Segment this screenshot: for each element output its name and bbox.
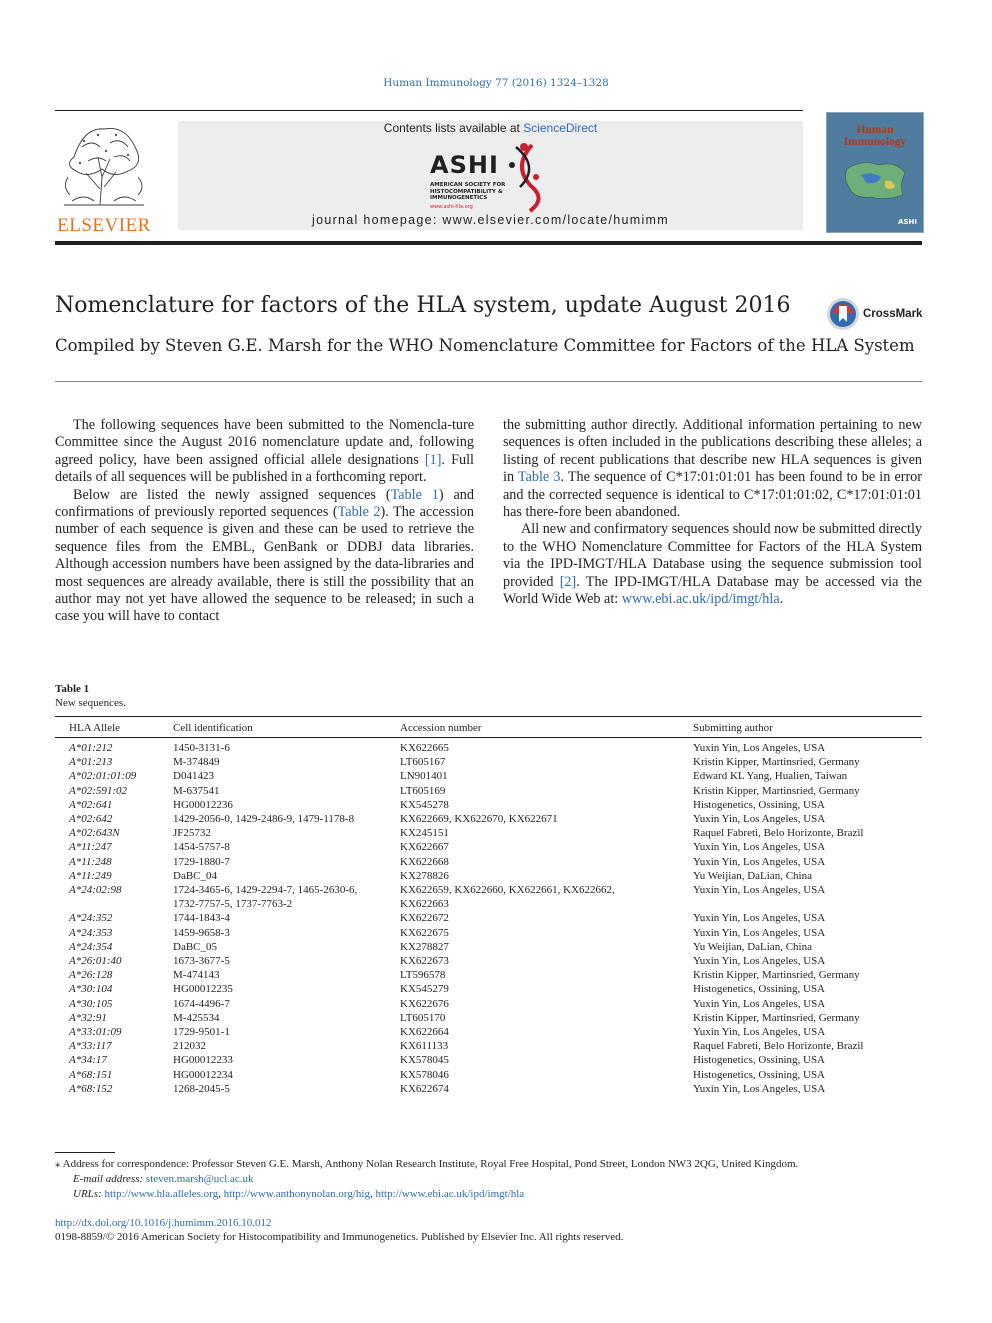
- cover-ashi-mark: ASHI: [898, 218, 917, 226]
- author-cell: Yuxin Yin, Los Angeles, USA: [693, 742, 826, 754]
- table-row: [55, 812, 922, 826]
- cover-title: [827, 124, 923, 148]
- cover-map-image: [841, 155, 911, 205]
- elsevier-logo: [54, 117, 154, 235]
- table-row: [55, 982, 922, 996]
- url-link[interactable]: http://www.hla.alleles.org: [104, 1188, 219, 1200]
- text-run: the submitting author directly. Additional information pertaining to new sequences is often included in the publications describing these alleles; a listing of recent publications that describe new HLA sequences is given in: [503, 417, 922, 486]
- table-row: [55, 755, 922, 769]
- table-header-row: [55, 719, 922, 737]
- accession-cell: KX622673: [400, 955, 449, 968]
- hla-allele-cell: A*26:01:40: [69, 955, 122, 968]
- hla-allele-cell: A*02:642: [69, 813, 113, 826]
- cell-id-cell: 1268-2045-5: [173, 1082, 230, 1095]
- hla-allele-cell: A*02:641: [69, 798, 113, 811]
- hla-allele-cell: A*01:213: [69, 756, 113, 769]
- sciencedirect-link[interactable]: ScienceDirect: [523, 121, 598, 135]
- accession-cell: KX622672: [400, 912, 449, 925]
- table-body: [55, 741, 922, 1096]
- table-caption: New sequences.: [55, 697, 126, 709]
- accession-cell: KX611133: [400, 1040, 449, 1053]
- email-label: E-mail address:: [73, 1173, 146, 1185]
- cell-id-cell: 1674-4496-7: [173, 997, 230, 1010]
- table-row: [55, 855, 922, 869]
- accession-cell: KX622659, KX622660, KX622661, KX622662,: [400, 884, 615, 897]
- author-cell: Histogenetics, Ossining, USA: [693, 798, 825, 811]
- url-link[interactable]: http://www.anthonynolan.org/hig: [223, 1188, 370, 1200]
- accession-cell: KX622675: [400, 926, 449, 939]
- header-rule-thick: [55, 241, 922, 245]
- accession-cell: KX622663: [400, 898, 449, 911]
- author-cell: Yuxin Yin, Los Angeles, USA: [693, 1082, 826, 1095]
- table-2-link[interactable]: Table 2: [337, 504, 381, 521]
- text-run: Below are listed the newly assigned sequences (: [73, 486, 391, 503]
- column-header: Cell identification: [173, 722, 253, 734]
- text-run: The following sequences have been submitted to the Nomencla-ture Committee since the August 2016 nomenclature update and, following agreed policy, have been assigned official allele designations: [55, 417, 474, 468]
- table-row: [55, 1011, 922, 1025]
- hla-allele-cell: A*33:01:09: [69, 1026, 122, 1039]
- table-row: [55, 741, 922, 755]
- author-cell: Kristin Kipper, Martinsried, Germany: [693, 969, 860, 982]
- author-cell: Yuxin Yin, Los Angeles, USA: [693, 1026, 826, 1039]
- cell-id-cell: 1673-3677-5: [173, 955, 230, 968]
- cell-id-cell: HG00012234: [173, 1068, 233, 1081]
- table-row: [55, 1025, 922, 1039]
- hla-allele-cell: A*11:248: [69, 855, 112, 868]
- accession-cell: LT596578: [400, 969, 446, 982]
- ashi-society-name: AMERICAN SOCIETY FOR HISTOCOMPATIBILITY & IMMUNOGENETICS: [430, 182, 506, 201]
- cell-id-cell: D041423: [173, 770, 214, 783]
- email-link[interactable]: steven.marsh@ucl.ac.uk: [145, 1173, 254, 1185]
- author-cell: Yu Weijian, DaLian, China: [693, 940, 812, 953]
- paragraph: [55, 487, 474, 626]
- author-cell: Yuxin Yin, Los Angeles, USA: [693, 841, 826, 854]
- cover-title-line-2: Immunology: [843, 136, 907, 148]
- text-run: . The sequence of C*17:01:01:01 has been found to be in error and the corrected sequence is identical to C*17:01:01:02, C*17:01:01:01 has there-fore been abandoned.: [503, 469, 923, 521]
- table-row: [55, 840, 922, 854]
- sequences-table: [55, 719, 922, 1096]
- author-cell: [679, 897, 922, 911]
- cell-id-cell: 1429-2056-0, 1429-2486-9, 1479-1178-8: [173, 813, 355, 826]
- column-header: Accession number: [400, 722, 482, 734]
- ashi-url: www.ashi-hla.org: [430, 204, 473, 210]
- author-cell: Yuxin Yin, Los Angeles, USA: [693, 912, 826, 925]
- text-run: .: [779, 591, 784, 608]
- email-footnote: [73, 1172, 940, 1187]
- imgt-hla-link[interactable]: www.ebi.ac.uk/ipd/imgt/hla: [621, 591, 780, 608]
- body-column-left: [55, 417, 474, 626]
- table-row: [55, 826, 922, 840]
- hla-allele-cell: A*11:247: [69, 841, 112, 854]
- text-run: ) and confirmations of previously reported sequences (: [55, 486, 474, 521]
- accession-cell: KX622676: [400, 997, 449, 1010]
- accession-cell: KX545279: [400, 983, 449, 996]
- cell-id-cell: HG00012236: [173, 798, 233, 811]
- accession-cell: KX278826: [400, 869, 449, 882]
- journal-homepage[interactable]: journal homepage: www.elsevier.com/locate/humimm: [312, 213, 669, 227]
- hla-allele-cell: A*24:352: [69, 912, 113, 925]
- accession-cell: KX622674: [400, 1082, 449, 1095]
- author-cell: Kristin Kipper, Martinsried, Germany: [693, 1011, 860, 1024]
- column-header: Submitting author: [693, 722, 773, 734]
- table-row: [55, 1082, 922, 1096]
- reference-link[interactable]: [1]: [424, 451, 442, 468]
- table-row: [55, 784, 922, 798]
- table-label: Table 1: [55, 683, 90, 695]
- hla-allele-cell: A*24:02:98: [69, 884, 122, 897]
- ashi-logo: [420, 137, 570, 213]
- ashi-wordmark: ASHI: [430, 151, 499, 179]
- cell-id-cell: 1450-3131-6: [173, 742, 230, 754]
- table-row: [55, 1039, 922, 1053]
- cell-id-cell: M-425534: [173, 1011, 220, 1024]
- accession-cell: KX578046: [400, 1068, 449, 1081]
- header-divider: [55, 110, 803, 111]
- hla-allele-cell: A*68:151: [69, 1068, 113, 1081]
- accession-cell: KX545278: [400, 798, 449, 811]
- accession-cell: LT605170: [400, 1011, 446, 1024]
- table-row: [55, 968, 922, 982]
- crossmark-label: CrossMark: [863, 308, 923, 320]
- table-3-link[interactable]: Table 3: [517, 469, 561, 486]
- table-row: [55, 897, 922, 911]
- text-run: . The IPD-IMGT/HLA Database may be accessed via the World Wide Web at:: [503, 573, 922, 608]
- table-row: [55, 1053, 922, 1067]
- hla-allele-cell: A*30:104: [69, 983, 113, 996]
- accession-cell: LT605167: [400, 756, 446, 769]
- correspondence-footnote: ⁎ Address for correspondence: Professor Steven G.E. Marsh, Anthony Nolan Research Institute, Royal Free Hospital, Pond Street, London NW3 2QG, United Kingdom.: [55, 1158, 799, 1170]
- paragraph: [503, 521, 922, 608]
- table-row: [55, 940, 922, 954]
- cell-id-cell: 1454-5757-8: [173, 841, 230, 854]
- cover-title-line-1: Human: [856, 124, 894, 136]
- accession-cell: KX245151: [400, 827, 449, 840]
- journal-cover: [826, 112, 924, 233]
- cell-id-cell: M-474143: [173, 969, 220, 982]
- article-title: Nomenclature for factors of the HLA system, update August 2016: [55, 293, 791, 318]
- contents-prefix: Contents lists available at: [383, 121, 524, 135]
- table-row: [55, 926, 922, 940]
- table-1-link[interactable]: Table 1: [390, 486, 439, 503]
- elsevier-tree-icon: [54, 117, 154, 209]
- table-row: [55, 997, 922, 1011]
- table-header-rule: [55, 737, 922, 738]
- text-run: . Full details of all sequences will be published in a forthcoming report.: [55, 451, 474, 486]
- copyright-line: 0198-8859/© 2016 American Society for Histocompatibility and Immunogenetics. Published by Elsevier Inc. All rights reserved.: [55, 1231, 624, 1243]
- accession-cell: KX622668: [400, 855, 449, 868]
- accession-cell: LT605169: [400, 784, 446, 797]
- contents-line: [178, 121, 803, 135]
- hla-allele-cell: A*34:17: [69, 1054, 107, 1067]
- table-row: [55, 883, 922, 897]
- paragraph: [503, 417, 922, 521]
- cell-id-cell: 1732-7757-5, 1737-7763-2: [173, 898, 293, 911]
- body-column-right: [503, 417, 922, 608]
- footnote-rule: [55, 1152, 115, 1153]
- title-divider: [55, 381, 922, 382]
- hla-allele-cell: A*30:105: [69, 997, 113, 1010]
- urls-footnote: [73, 1187, 940, 1202]
- urls-label: URLs:: [73, 1188, 105, 1200]
- text-run: All new and confirmatory sequences should now be submitted directly to the WHO Nomenclature Committee for Factors of the HLA System via the IPD-IMGT/HLA Database using the sequence submission tool provided: [503, 521, 922, 590]
- author-cell: Yuxin Yin, Los Angeles, USA: [693, 926, 826, 939]
- cell-id-cell: 1744-1843-4: [173, 912, 230, 925]
- cell-id-cell: 212032: [173, 1040, 206, 1053]
- cell-id-cell: JF25732: [173, 827, 211, 840]
- hla-allele-cell: A*24:354: [69, 940, 113, 953]
- cell-id-cell: 1729-1880-7: [173, 855, 230, 868]
- hla-allele-cell: A*26:128: [69, 969, 113, 982]
- accession-cell: KX622667: [400, 841, 449, 854]
- table-row: [55, 869, 922, 883]
- hla-allele-cell: A*01:212: [69, 742, 113, 754]
- accession-cell: KX622664: [400, 1026, 449, 1039]
- author-cell: Histogenetics, Ossining, USA: [693, 1068, 825, 1081]
- accession-cell: KX278827: [400, 940, 449, 953]
- hla-allele-cell: A*32:91: [69, 1011, 107, 1024]
- author-cell: Yuxin Yin, Los Angeles, USA: [693, 997, 826, 1010]
- cell-id-cell: HG00012235: [173, 983, 233, 996]
- crossmark-badge[interactable]: [826, 297, 926, 333]
- cell-id-cell: HG00012233: [173, 1054, 233, 1067]
- author-cell: Kristin Kipper, Martinsried, Germany: [693, 784, 860, 797]
- author-cell: Yuxin Yin, Los Angeles, USA: [693, 884, 826, 897]
- accession-cell: KX578045: [400, 1054, 449, 1067]
- author-cell: Raquel Fabreti, Belo Horizonte, Brazil: [693, 1040, 864, 1053]
- hla-allele-cell: A*02:643N: [69, 827, 120, 840]
- table-row: [55, 798, 922, 812]
- cell-id-cell: DaBC_04: [173, 869, 217, 882]
- hla-allele-cell: A*33:117: [69, 1040, 112, 1053]
- author-cell: Yuxin Yin, Los Angeles, USA: [693, 855, 826, 868]
- cell-id-cell: 1724-3465-6, 1429-2294-7, 1465-2630-6,: [173, 884, 358, 897]
- accession-cell: LN901401: [400, 770, 448, 783]
- table-row: [55, 1068, 922, 1082]
- reference-link[interactable]: [2]: [559, 573, 577, 590]
- hla-allele-cell: A*68:152: [69, 1082, 113, 1095]
- hla-allele-cell: A*02:01:01:09: [69, 770, 137, 783]
- url-separator: ,: [218, 1188, 224, 1200]
- url-separator: ,: [370, 1188, 376, 1200]
- doi-link[interactable]: http://dx.doi.org/10.1016/j.humimm.2016.10.012: [55, 1217, 272, 1229]
- author-cell: Edward KL Yang, Hualien, Taiwan: [693, 770, 848, 783]
- cell-id-cell: 1459-9658-3: [173, 926, 230, 939]
- hla-allele-cell: A*24:353: [69, 926, 113, 939]
- crossmark-icon: [826, 297, 860, 331]
- text-run: ). The accession number of each sequence is given and these can be used to retrieve the sequence files from the EMBL, GenBank or DDBJ data libraries. Although accession numbers have been assigned by the data-libraries and most sequences are already available, there is still the possibility that an author may not yet have allowed the sequence to be released; in such a case you will have to contact: [55, 504, 474, 625]
- author-cell: Histogenetics, Ossining, USA: [693, 983, 825, 996]
- table-row: [55, 954, 922, 968]
- running-head[interactable]: Human Immunology 77 (2016) 1324–1328: [383, 77, 609, 89]
- hla-allele-cell: A*11:249: [69, 869, 112, 882]
- table-top-rule: [55, 716, 922, 717]
- article-author: Compiled by Steven G.E. Marsh for the WHO Nomenclature Committee for Factors of the HLA System: [55, 336, 915, 355]
- author-cell: Yu Weijian, DaLian, China: [693, 869, 812, 882]
- elsevier-wordmark: ELSEVIER: [57, 215, 151, 236]
- table-row: [55, 911, 922, 925]
- accession-cell: KX622669, KX622670, KX622671: [400, 813, 558, 826]
- accession-cell: KX622665: [400, 742, 449, 754]
- hla-allele-cell: A*02:591:02: [69, 784, 128, 797]
- table-row: [55, 769, 922, 783]
- author-cell: Kristin Kipper, Martinsried, Germany: [693, 756, 860, 769]
- paragraph: [55, 417, 474, 487]
- url-link[interactable]: http://www.ebi.ac.uk/ipd/imgt/hla: [375, 1188, 525, 1200]
- cell-id-cell: M-637541: [173, 784, 220, 797]
- cell-id-cell: M-374849: [173, 756, 220, 769]
- author-cell: Raquel Fabreti, Belo Horizonte, Brazil: [693, 827, 864, 840]
- hla-allele-cell: [55, 897, 159, 911]
- column-header: HLA Allele: [69, 722, 121, 734]
- author-cell: Histogenetics, Ossining, USA: [693, 1054, 825, 1067]
- author-cell: Yuxin Yin, Los Angeles, USA: [693, 955, 826, 968]
- cell-id-cell: DaBC_05: [173, 940, 217, 953]
- cell-id-cell: 1729-9501-1: [173, 1026, 230, 1039]
- author-cell: Yuxin Yin, Los Angeles, USA: [693, 813, 826, 826]
